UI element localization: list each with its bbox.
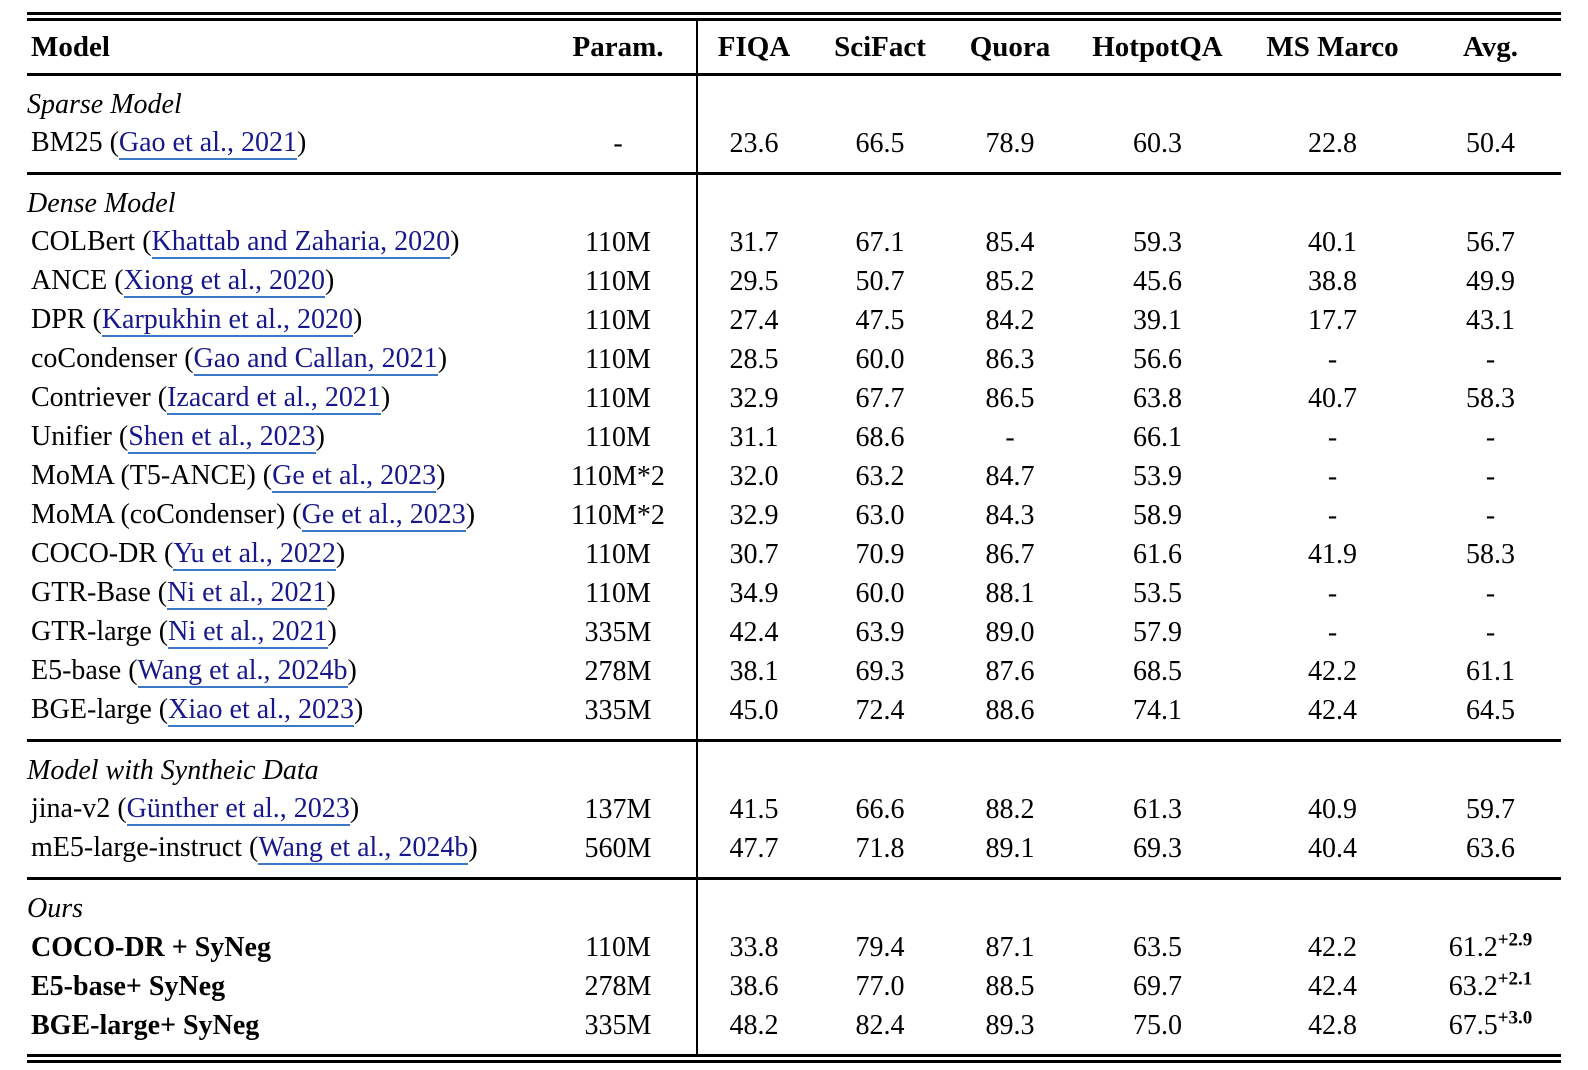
score-cell: 38.6 xyxy=(697,967,810,1006)
score-cell: 59.7 xyxy=(1466,793,1515,825)
score-cell: 27.4 xyxy=(697,301,810,340)
score-cell: - xyxy=(1485,616,1496,648)
score-cell: 59.3 xyxy=(1133,226,1182,258)
table-row xyxy=(27,691,1561,741)
score-cell: 75.0 xyxy=(1133,1009,1182,1041)
score-cell: - xyxy=(1485,577,1496,609)
score-cell: 41.9 xyxy=(1308,538,1357,570)
score-cell: - xyxy=(1485,499,1496,531)
model-name: COCO-DR xyxy=(31,537,158,569)
table-row xyxy=(27,829,1561,879)
score-cell: 42.4 xyxy=(697,613,810,652)
model-name-cell: jina-v2 (Günther et al., 2023) xyxy=(27,790,540,829)
table-row xyxy=(27,457,1561,496)
avg-gain-superscript: +2.9 xyxy=(1497,929,1533,951)
score-cell: 49.9 xyxy=(1466,265,1515,297)
model-name-cell: E5-base (Wang et al., 2024b) xyxy=(27,652,540,691)
score-cell: - xyxy=(1327,616,1338,648)
score-cell: 50.7 xyxy=(855,265,905,297)
section-header-row xyxy=(27,879,1561,929)
score-cell: 39.1 xyxy=(1133,304,1182,336)
table-row xyxy=(27,967,1561,1006)
citation-link[interactable]: Ni et al., 2021 xyxy=(167,578,326,610)
model-name: BM25 xyxy=(31,126,103,158)
score-cell: 63.6 xyxy=(1466,832,1515,864)
citation-link[interactable]: Izacard et al., 2021 xyxy=(167,383,381,415)
column-header-scifact: SciFact xyxy=(810,17,950,75)
score-cell: 61.1 xyxy=(1466,655,1515,687)
column-header-msmarco: MS Marco xyxy=(1245,17,1420,75)
score-cell: 42.8 xyxy=(1308,1009,1357,1041)
model-name-cell: Unifier (Shen et al., 2023) xyxy=(27,418,540,457)
table-row xyxy=(27,535,1561,574)
model-name-cell: MoMA (T5-ANCE) (Ge et al., 2023) xyxy=(27,457,540,496)
param-cell: 335M xyxy=(584,694,652,726)
score-cell: - xyxy=(1327,499,1338,531)
score-cell: 60.0 xyxy=(855,343,905,375)
column-header-param: Param. xyxy=(540,17,697,75)
model-name-cell: Contriever (Izacard et al., 2021) xyxy=(27,379,540,418)
score-cell: 32.9 xyxy=(697,496,810,535)
score-cell: 32.9 xyxy=(697,379,810,418)
score-cell: 38.8 xyxy=(1308,265,1357,297)
model-name-cell: GTR-large (Ni et al., 2021) xyxy=(27,613,540,652)
score-cell: 68.6 xyxy=(855,421,905,453)
score-cell: 86.3 xyxy=(985,343,1035,375)
model-name-cell: DPR (Karpukhin et al., 2020) xyxy=(27,301,540,340)
score-cell: 86.5 xyxy=(985,382,1035,414)
table-row xyxy=(27,262,1561,301)
model-name-cell: MoMA (coCondenser) (Ge et al., 2023) xyxy=(27,496,540,535)
avg-gain-superscript: +3.0 xyxy=(1497,1007,1533,1029)
score-cell: 70.9 xyxy=(855,538,905,570)
score-cell: 84.2 xyxy=(985,304,1035,336)
score-cell: 84.7 xyxy=(985,460,1035,492)
citation-link[interactable]: Günther et al., 2023 xyxy=(127,794,350,826)
model-name: coCondenser xyxy=(31,342,178,374)
score-cell: 84.3 xyxy=(985,499,1035,531)
section-spacer xyxy=(697,75,1561,125)
score-cell: - xyxy=(1327,343,1338,375)
score-cell: 58.3 xyxy=(1466,382,1515,414)
table-row xyxy=(27,301,1561,340)
score-cell: 58.3 xyxy=(1466,538,1515,570)
score-cell: 72.4 xyxy=(855,694,905,726)
score-cell: 63.5 xyxy=(1133,931,1182,963)
citation-link[interactable]: Xiao et al., 2023 xyxy=(168,695,354,727)
citation-link[interactable]: Khattab and Zaharia, 2020 xyxy=(152,227,451,259)
score-cell: 41.5 xyxy=(697,790,810,829)
score-cell: 33.8 xyxy=(697,928,810,967)
section-label: Sparse Model xyxy=(27,75,697,125)
score-cell: 69.3 xyxy=(855,655,905,687)
table-row xyxy=(27,418,1561,457)
score-cell: 88.6 xyxy=(985,694,1035,726)
header-row xyxy=(27,17,1561,75)
model-name: MoMA (T5-ANCE) xyxy=(31,459,256,491)
column-header-avg: Avg. xyxy=(1420,17,1561,75)
score-cell: 58.9 xyxy=(1133,499,1182,531)
score-cell: 42.2 xyxy=(1308,931,1357,963)
score-cell: 31.1 xyxy=(697,418,810,457)
param-cell: 110M*2 xyxy=(571,499,665,531)
score-cell: 86.7 xyxy=(985,538,1035,570)
citation-link[interactable]: Shen et al., 2023 xyxy=(128,422,315,454)
score-cell: 28.5 xyxy=(697,340,810,379)
param-cell: 110M xyxy=(585,538,651,570)
score-cell: 88.5 xyxy=(985,970,1035,1002)
model-name-cell: ANCE (Xiong et al., 2020) xyxy=(27,262,540,301)
column-header-fiqa: FIQA xyxy=(697,17,810,75)
score-cell: 50.4 xyxy=(1466,127,1515,159)
results-table xyxy=(27,12,1561,1063)
table-row xyxy=(27,613,1561,652)
score-cell: - xyxy=(1327,421,1338,453)
score-cell: $63.2^{+2.1}$ xyxy=(1448,968,1533,1002)
param-cell: 110M xyxy=(585,421,651,453)
score-cell: 63.8 xyxy=(1133,382,1182,414)
citation-link[interactable]: Xiong et al., 2020 xyxy=(124,266,325,298)
score-cell: 57.9 xyxy=(1133,616,1182,648)
score-cell: 48.2 xyxy=(697,1006,810,1059)
table-row xyxy=(27,379,1561,418)
model-name-cell xyxy=(27,967,540,1006)
param-cell: 110M xyxy=(585,382,651,414)
score-cell: 63.9 xyxy=(855,616,905,648)
model-name-cell: COCO-DR (Yu et al., 2022) xyxy=(27,535,540,574)
score-cell: 63.2 xyxy=(855,460,905,492)
score-cell: 87.1 xyxy=(985,931,1035,963)
section-header-row xyxy=(27,75,1561,125)
model-name-cell: GTR-Base (Ni et al., 2021) xyxy=(27,574,540,613)
table-row xyxy=(27,790,1561,829)
model-name: GTR-large xyxy=(31,615,152,647)
score-cell: 85.4 xyxy=(985,226,1035,258)
section-spacer xyxy=(697,174,1561,224)
score-cell: $61.2^{+2.9}$ xyxy=(1448,929,1533,963)
score-cell: 40.9 xyxy=(1308,793,1357,825)
score-cell: - xyxy=(1485,460,1496,492)
score-cell: - xyxy=(1485,343,1496,375)
section-header-row xyxy=(27,174,1561,224)
table-row xyxy=(27,1006,1561,1059)
param-cell: 278M xyxy=(584,655,652,687)
score-cell: 79.4 xyxy=(855,931,905,963)
score-cell: 78.9 xyxy=(985,127,1035,159)
score-cell: $67.5^{+3.0}$ xyxy=(1448,1007,1533,1041)
score-cell: 69.3 xyxy=(1133,832,1182,864)
model-name: MoMA (coCondenser) xyxy=(31,498,286,530)
section-spacer xyxy=(697,741,1561,791)
model-name-cell xyxy=(27,1006,540,1059)
score-cell: 89.0 xyxy=(985,616,1035,648)
model-name: E5-base xyxy=(31,654,122,686)
param-cell: 110M xyxy=(585,931,651,963)
score-cell: 29.5 xyxy=(697,262,810,301)
model-name: jina-v2 xyxy=(31,792,111,824)
model-name: COLBert xyxy=(31,225,136,257)
score-cell: - xyxy=(1327,460,1338,492)
model-name: Contriever xyxy=(31,381,151,413)
score-cell: 56.7 xyxy=(1466,226,1515,258)
score-cell: - xyxy=(1485,421,1496,453)
score-cell: 66.1 xyxy=(1133,421,1182,453)
score-cell: 30.7 xyxy=(697,535,810,574)
param-cell: 335M xyxy=(584,1009,652,1041)
citation-link[interactable]: Ge et al., 2023 xyxy=(302,500,466,532)
citation-link[interactable]: Wang et al., 2024b xyxy=(138,656,348,688)
score-cell: 45.6 xyxy=(1133,265,1182,297)
column-header-quora: Quora xyxy=(950,17,1070,75)
score-cell: 82.4 xyxy=(855,1009,905,1041)
param-cell: - xyxy=(613,127,623,159)
score-cell: 42.4 xyxy=(1308,694,1357,726)
score-cell: 23.6 xyxy=(697,124,810,174)
model-name: BGE-large xyxy=(31,693,152,725)
model-name-cell xyxy=(27,928,540,967)
model-name-cell: mE5-large-instruct (Wang et al., 2024b) xyxy=(27,829,540,879)
section-spacer xyxy=(697,879,1561,929)
score-cell: - xyxy=(1005,421,1015,453)
score-cell: 69.7 xyxy=(1133,970,1182,1002)
score-cell: 40.1 xyxy=(1308,226,1357,258)
score-cell: 61.6 xyxy=(1133,538,1182,570)
score-cell: 60.0 xyxy=(855,577,905,609)
section-label: Ours xyxy=(27,879,697,929)
model-name: COCO-DR + SyNeg xyxy=(31,931,271,963)
table-row xyxy=(27,574,1561,613)
score-cell: 17.7 xyxy=(1308,304,1357,336)
citation-link[interactable]: Ni et al., 2021 xyxy=(168,617,327,649)
table-body xyxy=(27,75,1561,1059)
score-cell: 66.5 xyxy=(855,127,905,159)
model-name: ANCE xyxy=(31,264,108,296)
score-cell: 85.2 xyxy=(985,265,1035,297)
param-cell: 110M*2 xyxy=(571,460,665,492)
model-name: DPR xyxy=(31,303,86,335)
score-cell: 45.0 xyxy=(697,691,810,741)
param-cell: 278M xyxy=(584,970,652,1002)
table-header xyxy=(27,17,1561,75)
score-cell: 77.0 xyxy=(855,970,905,1002)
section-label: Dense Model xyxy=(27,174,697,224)
table-row xyxy=(27,652,1561,691)
model-name: GTR-Base xyxy=(31,576,151,608)
score-cell: 71.8 xyxy=(855,832,905,864)
score-cell: 60.3 xyxy=(1133,127,1182,159)
score-cell: 42.4 xyxy=(1308,970,1357,1002)
score-cell: 34.9 xyxy=(697,574,810,613)
score-cell: 67.1 xyxy=(855,226,905,258)
section-header-row xyxy=(27,741,1561,791)
table-row xyxy=(27,223,1561,262)
score-cell: 89.1 xyxy=(985,832,1035,864)
model-name-cell: coCondenser (Gao and Callan, 2021) xyxy=(27,340,540,379)
score-cell: 31.7 xyxy=(697,223,810,262)
model-name: Unifier xyxy=(31,420,112,452)
citation-link[interactable]: Ge et al., 2023 xyxy=(272,461,436,493)
table-row xyxy=(27,124,1561,174)
table-row xyxy=(27,496,1561,535)
param-cell: 110M xyxy=(585,343,651,375)
model-name: E5-base+ SyNeg xyxy=(31,970,226,1002)
citation-link[interactable]: Wang et al., 2024b xyxy=(258,833,468,865)
table-row xyxy=(27,340,1561,379)
score-cell: 40.4 xyxy=(1308,832,1357,864)
score-cell: 38.1 xyxy=(697,652,810,691)
score-cell: 56.6 xyxy=(1133,343,1182,375)
column-header-model: Model xyxy=(27,17,540,75)
score-cell: 32.0 xyxy=(697,457,810,496)
model-name-cell: BM25 (Gao et al., 2021) xyxy=(27,124,540,174)
score-cell: 47.5 xyxy=(855,304,905,336)
score-cell: 87.6 xyxy=(985,655,1035,687)
score-cell: 88.2 xyxy=(985,793,1035,825)
score-cell: 64.5 xyxy=(1466,694,1515,726)
score-cell: 68.5 xyxy=(1133,655,1182,687)
table-row xyxy=(27,928,1561,967)
model-name-cell: BGE-large (Xiao et al., 2023) xyxy=(27,691,540,741)
score-cell: 89.3 xyxy=(985,1009,1035,1041)
param-cell: 110M xyxy=(585,304,651,336)
score-cell: 53.9 xyxy=(1133,460,1182,492)
score-cell: 74.1 xyxy=(1133,694,1182,726)
score-cell: 88.1 xyxy=(985,577,1035,609)
score-cell: - xyxy=(1327,577,1338,609)
model-name: mE5-large-instruct xyxy=(31,831,242,863)
param-cell: 560M xyxy=(584,832,652,864)
param-cell: 110M xyxy=(585,265,651,297)
param-cell: 110M xyxy=(585,577,651,609)
score-cell: 63.0 xyxy=(855,499,905,531)
score-cell: 61.3 xyxy=(1133,793,1182,825)
score-cell: 53.5 xyxy=(1133,577,1182,609)
score-cell: 66.6 xyxy=(855,793,905,825)
citation-link[interactable]: Gao et al., 2021 xyxy=(119,128,297,160)
param-cell: 110M xyxy=(585,226,651,258)
score-cell: 40.7 xyxy=(1308,382,1357,414)
model-name: BGE-large+ SyNeg xyxy=(31,1009,260,1041)
citation-link[interactable]: Yu et al., 2022 xyxy=(173,539,336,571)
citation-link[interactable]: Karpukhin et al., 2020 xyxy=(102,305,353,337)
param-cell: 137M xyxy=(584,793,652,825)
section-label: Model with Syntheic Data xyxy=(27,741,697,791)
param-cell: 335M xyxy=(584,616,652,648)
score-cell: 43.1 xyxy=(1466,304,1515,336)
score-cell: 47.7 xyxy=(697,829,810,879)
citation-link[interactable]: Gao and Callan, 2021 xyxy=(194,344,438,376)
column-header-hotpotqa: HotpotQA xyxy=(1070,17,1245,75)
score-cell: 67.7 xyxy=(855,382,905,414)
score-cell: 22.8 xyxy=(1308,127,1357,159)
score-cell: 42.2 xyxy=(1308,655,1357,687)
model-name-cell: COLBert (Khattab and Zaharia, 2020) xyxy=(27,223,540,262)
avg-gain-superscript: +2.1 xyxy=(1497,968,1533,990)
